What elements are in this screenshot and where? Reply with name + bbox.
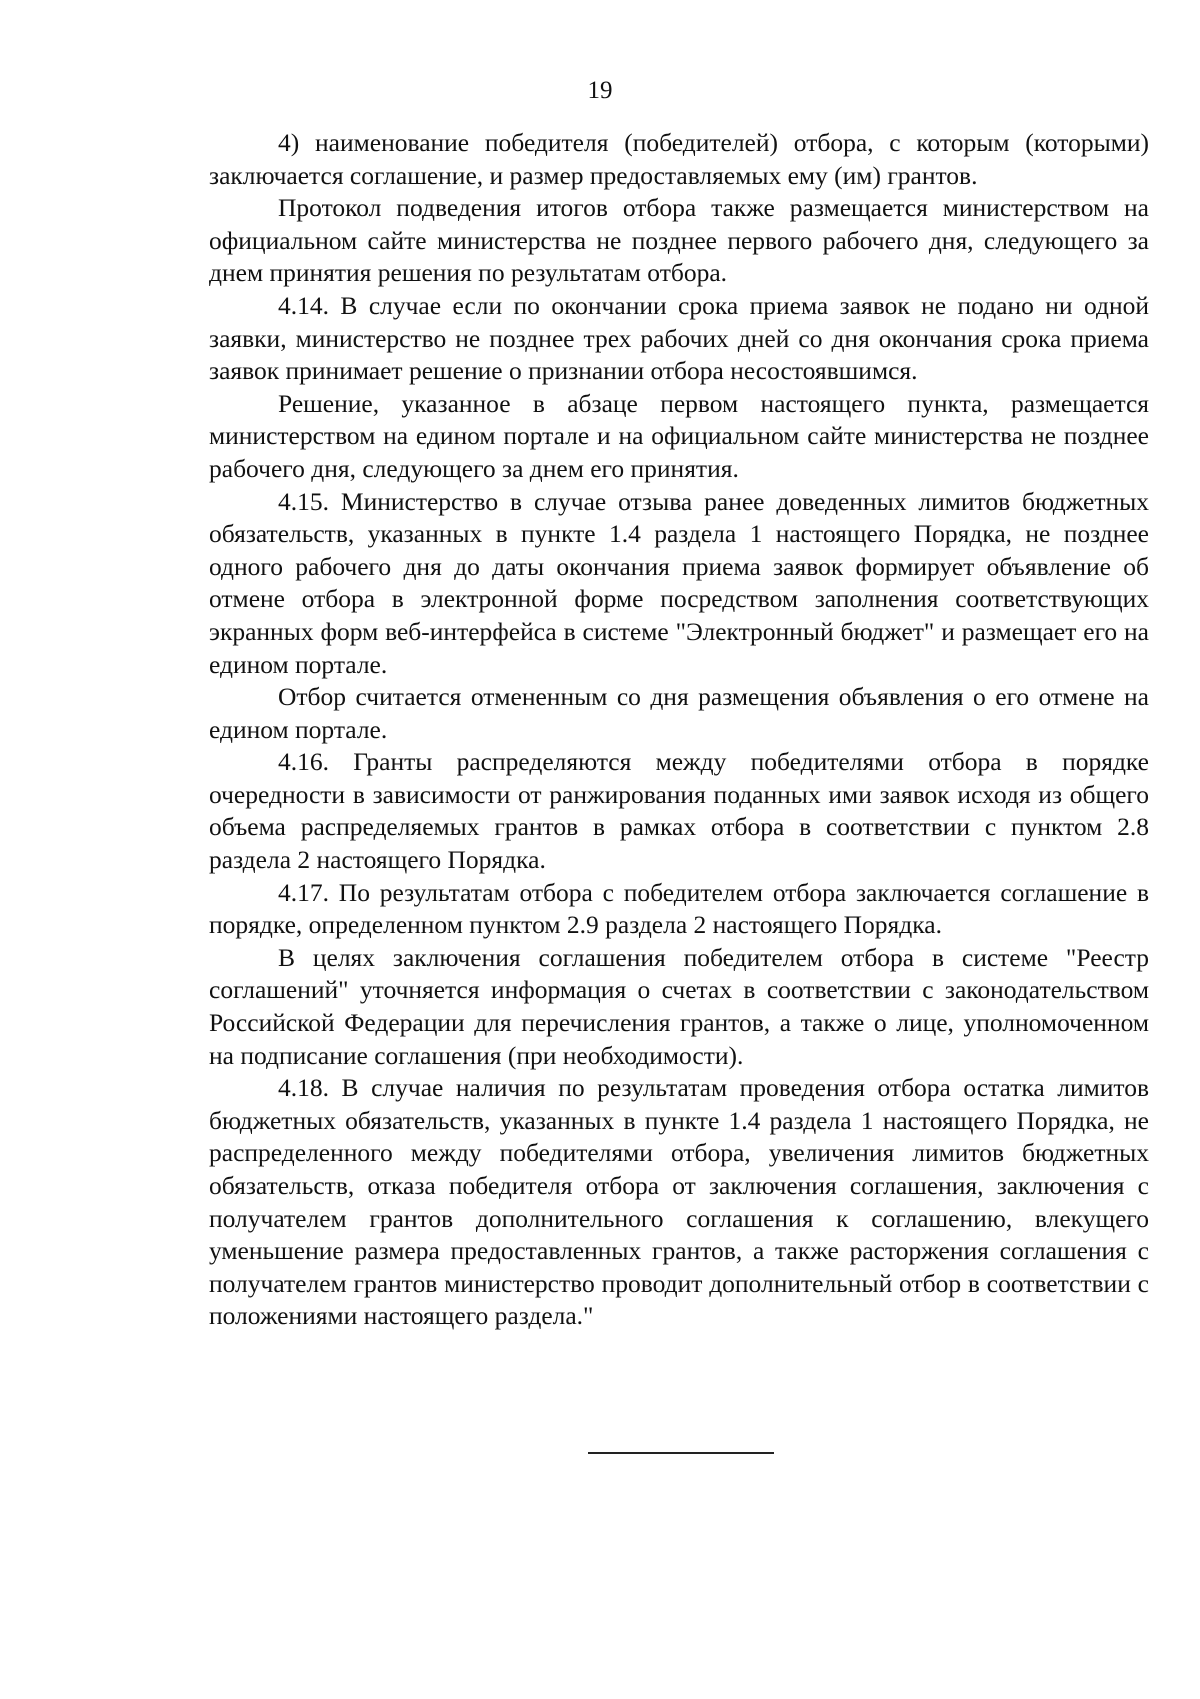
paragraph-4-14: 4.14. В случае если по окончании срока приема заявок не подано ни одной заявки, министерство не позднее трех рабочих дней со дня окончания срока приема заявок принимает решение о признании отбора несостоявшимся. — [209, 290, 1149, 386]
paragraph-decision-publication: Решение, указанное в абзаце первом настоящего пункта, размещается министерством на едином портале и на официальном сайте министерства не позднее рабочего дня, следующего за днем его принятия. — [209, 388, 1149, 483]
paragraph-selection-cancelled: Отбор считается отмененным со дня размещения объявления о его отмене на едином портале. — [209, 682, 1149, 744]
paragraph-4-16: 4.16. Гранты распределяются между победителями отбора в порядке очередности в зависимости от ранжирования поданных ими заявок исходя из общего объема распределяемых грантов в рамках отбора в соответствии с пунктом 2.8 раздела 2 настоящего Порядка. — [209, 747, 1149, 875]
closing-divider — [588, 1452, 774, 1454]
page-number: 19 — [587, 77, 613, 104]
paragraph-4-18: 4.18. В случае наличия по результатам проведения отбора остатка лимитов бюджетных обязательств, указанных в пункте 1.4 раздела 1 настоящего Порядка, не распределенного между победителями отбора, увеличения лимитов бюджетных обязательств, отказа победителя отбора от заключения соглашения, заключения с получателем грантов дополнительного соглашения к соглашению, влекущего уменьшение размера предоставленных грантов, а также расторжения соглашения с получателем грантов министерство проводит дополнительный отбор в соответствии с положениями настоящего раздела." — [209, 1073, 1149, 1331]
paragraph-protocol-publication: Протокол подведения итогов отбора также размещается министерством на официальном сайте министерства не позднее первого рабочего дня, следующего за днем принятия решения по результатам отбора. — [209, 193, 1149, 288]
paragraph-winner-name: 4) наименование победителя (победителей) отбора, с которым (которыми) заключается соглашение, и размер предоставляемых ему (им) грантов. — [209, 128, 1149, 190]
paragraph-4-17: 4.17. По результатам отбора с победителем отбора заключается соглашение в порядке, определенном пунктом 2.9 раздела 2 настоящего Порядка. — [209, 877, 1149, 940]
paragraph-4-15: 4.15. Министерство в случае отзыва ранее доведенных лимитов бюджетных обязательств, указанных в пункте 1.4 раздела 1 настоящего Порядка, не позднее одного рабочего дня до даты окончания приема заявок формирует объявление об отмене отбора в электронной форме посредством заполнения соответствующих экранных форм веб-интерфейса в системе "Электронный бюджет" и размещает его на едином портале. — [209, 486, 1149, 679]
paragraph-agreement-registry: В целях заключения соглашения победителем отбора в системе "Реестр соглашений" уточняется информация о счетах в соответствии с законодательством Российской Федерации для перечисления грантов, а также о лице, уполномоченном на подписание соглашения (при необходимости). — [209, 942, 1149, 1070]
document-body — [209, 127, 1149, 1333]
